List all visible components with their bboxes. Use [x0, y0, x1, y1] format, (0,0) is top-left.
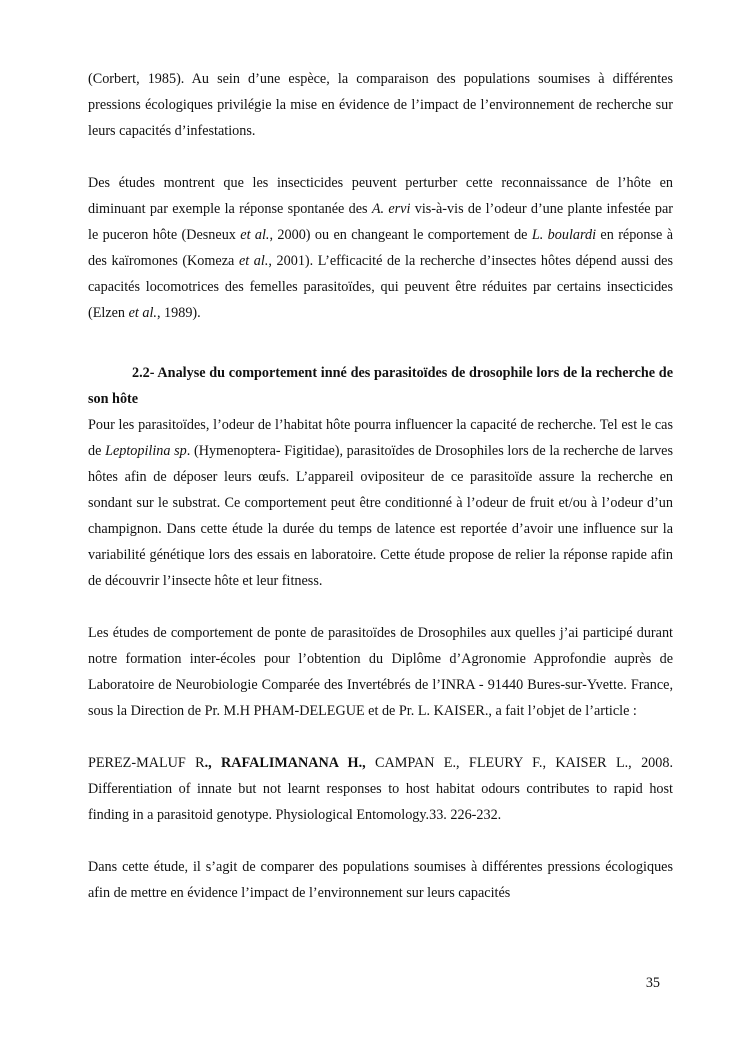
paragraph-intro: (Corbert, 1985). Au sein d’une espèce, la comparaison des populations soumises à différentes pressions écologiques privilégie la mise en évidence de l’impact de l’environnement de recherche sur leurs capacités d’infestations. — [88, 71, 673, 139]
citation-authors: PEREZ-MALUF R — [88, 755, 205, 771]
text-run: , 2000) ou en changeant le comportement de — [269, 227, 532, 243]
page-number: 35 — [645, 975, 660, 991]
text-run: en réponse à des kaïromones (Komeza — [88, 227, 673, 269]
text-run: Pour les parasitoïdes, l’odeur de l’habitat hôte pourra influencer la capacité de recherche. Tel est le cas de — [88, 417, 673, 459]
paragraph-conclusion: Dans cette étude, il s’agit de comparer des populations soumises à différentes pressions écologiques afin de mettre en évidence l’impact de l’environnement sur leurs capacités — [88, 859, 673, 901]
citation-bold-author: ., RAFALIMANANA H., — [204, 755, 366, 771]
et-al: et al. — [240, 227, 270, 243]
paragraph-insecticides — [88, 170, 673, 326]
citation-details: CAMPAN E., FLEURY F., KAISER L., 2008. Differentiation of innate but not learnt responses to host habitat odours contributes to rapid host finding in a parasitoid genotype. Physiological Entomology.33. 226-232. — [88, 755, 673, 823]
species-name: A. ervi — [371, 201, 411, 217]
et-al: et al. — [238, 253, 269, 269]
paragraph-studies: Les études de comportement de ponte de parasitoïdes de Drosophiles aux quelles j’ai participé durant notre formation inter-écoles pour l’obtention du Diplôme d’Agronomie Approfondie auprès de Laboratoire de Neurobiologie Comparée des Invertébrés de l’INRA - 91440 Bures-sur-Yvette. France, sous la Direction de Pr. M.H PHAM-DELEGUE et de Pr. L. KAISER., a fait l’objet de l’article : — [88, 625, 673, 719]
page-body — [88, 66, 673, 906]
text-run: , 2001). L’efficacité de la recherche d’insectes hôtes dépend aussi des capacités locomotrices des femelles parasitoïdes, qui peuvent être réduites par certains insecticides (Elzen — [88, 253, 673, 321]
paragraph-spacer — [88, 144, 673, 170]
section-heading: 2.2- Analyse du comportement inné des parasitoïdes de drosophile lors de la recherche de son hôte — [88, 365, 673, 407]
species-name: L. boulardi — [531, 227, 597, 243]
text-run: . (Hymenoptera- Figitidae), parasitoïdes de Drosophiles lors de la recherche de larves hôtes afin de déposer leurs œufs. L’appareil ovipositeur de ce parasitoïde assure la recherche en sondant sur le substrat. Ce comportement peut être conditionné à l’odeur de fruit et/ou à l’odeur d’un champignon. Dans cette étude la durée du temps de latence est reportée d’avoir une influence sur la variabilité génétique lors des essais en laboratoire. Cette étude propose de relier la réponse rapide afin de découvrir l’insecte hôte et leur fitness. — [88, 443, 673, 589]
text-run: vis-à-vis de l’odeur d’une plante infestée par le puceron hôte (Desneux — [88, 201, 673, 243]
paragraph-spacer — [88, 326, 673, 352]
paragraph-spacer — [88, 724, 673, 750]
et-al: et al. — [128, 305, 157, 321]
text-run: Des études montrent que les insecticides peuvent perturber cette reconnaissance de l’hôte en diminuant par exemple la réponse spontanée des — [88, 175, 673, 217]
heading-spacer — [88, 352, 673, 360]
citation-reference — [88, 750, 673, 828]
paragraph-leptopilina — [88, 412, 673, 594]
species-name: Leptopilina sp — [105, 443, 187, 459]
paragraph-spacer — [88, 594, 673, 620]
paragraph-spacer — [88, 828, 673, 854]
text-run: , 1989). — [156, 305, 201, 321]
